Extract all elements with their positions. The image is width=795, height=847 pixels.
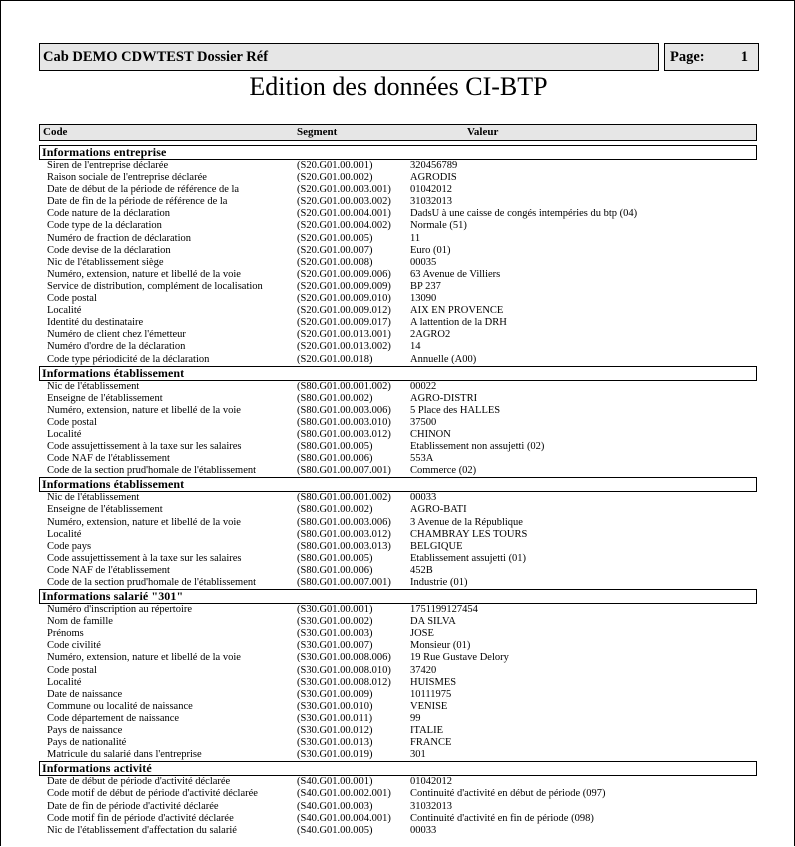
field-label: Numéro de client chez l'émetteur <box>47 329 186 341</box>
table-row <box>1 565 795 577</box>
field-label: Numéro, extension, nature et libellé de la voie <box>47 652 241 664</box>
field-value: 320456789 <box>410 160 458 171</box>
report-title: Edition des données CI-BTP <box>249 72 548 101</box>
segment-code: (S80.G01.00.003.012) <box>297 428 391 440</box>
table-row <box>1 713 795 725</box>
field-label: Code civilité <box>47 640 101 652</box>
field-label: Code postal <box>47 293 97 305</box>
segment-code: (S20.G01.00.018) <box>297 353 373 365</box>
table-row <box>1 577 795 589</box>
section-title: Informations salarié "301" <box>39 589 757 604</box>
segment-code: (S20.G01.00.007) <box>297 244 373 256</box>
field-value: AGRO-DISTRI <box>410 392 478 404</box>
field-value: CHAMBRAY LES TOURS <box>410 528 528 540</box>
field-label: Date de fin de période d'activité déclarée <box>47 800 219 812</box>
table-row <box>1 553 795 565</box>
table-row <box>1 160 795 172</box>
section-title: Informations entreprise <box>39 145 757 160</box>
table-row <box>1 677 795 689</box>
field-value: FRANCE <box>410 737 452 749</box>
field-value: DadsU à une caisse de congés intempéries du btp (04) <box>410 208 638 220</box>
field-value: 1751199127454 <box>410 604 478 616</box>
field-value: 19 Rue Gustave Delory <box>410 652 509 664</box>
table-row <box>1 293 795 305</box>
field-value: 00033 <box>410 492 437 504</box>
field-label: Nom de famille <box>47 616 113 628</box>
segment-code: (S20.G01.00.005) <box>297 232 373 244</box>
segment-code: (S80.G01.00.001.002) <box>297 380 391 392</box>
company-name: Cab DEMO CDWTEST Dossier Réf <box>43 49 269 65</box>
field-value: 301 <box>410 749 426 761</box>
field-value: 553A <box>410 453 434 465</box>
segment-code: (S40.G01.00.004.001) <box>297 812 391 824</box>
segment-code: (S80.G01.00.002) <box>297 392 373 404</box>
segment-code: (S80.G01.00.003.006) <box>297 516 391 528</box>
field-label: Nic de l'établissement siège <box>47 256 164 268</box>
field-label: Date de fin de la période de référence de la <box>47 196 228 208</box>
field-label: Matricule du salarié dans l'entreprise <box>47 749 202 761</box>
field-value: 11 <box>410 232 421 244</box>
field-label: Numéro d'ordre de la déclaration <box>47 341 186 353</box>
table-row <box>1 665 795 677</box>
field-value: DA SILVA <box>410 616 456 628</box>
page-label: Page: <box>670 49 705 65</box>
table-row <box>1 381 795 393</box>
field-value: 31032013 <box>410 196 452 208</box>
field-label: Nic de l'établissement <box>47 380 140 392</box>
field-label: Code NAF de l'établissement <box>47 453 170 465</box>
table-row <box>1 776 795 788</box>
field-label: Enseigne de l'établissement <box>47 392 163 404</box>
segment-code: (S80.G01.00.006) <box>297 564 373 576</box>
table-row <box>1 701 795 713</box>
field-label: Code motif fin de période d'activité déclarée <box>47 812 234 824</box>
field-value: 01042012 <box>410 776 452 788</box>
field-label: Code de la section prud'homale de l'établissement <box>47 577 257 588</box>
table-row <box>1 801 795 813</box>
report-sections <box>1 145 795 837</box>
field-label: Code motif de début de période d'activité déclarée <box>47 788 258 800</box>
table-row <box>1 281 795 293</box>
table-row <box>1 196 795 208</box>
segment-code: (S30.G01.00.001) <box>297 604 373 616</box>
table-row <box>1 616 795 628</box>
table-row <box>1 429 795 441</box>
field-value: A lattention de la DRH <box>410 317 507 329</box>
field-label: Identité du destinataire <box>47 317 144 329</box>
field-label: Numéro, extension, nature et libellé de la voie <box>47 404 241 416</box>
section-title: Informations activité <box>39 761 757 776</box>
segment-code: (S20.G01.00.003.001) <box>297 184 391 196</box>
field-value: Monsieur (01) <box>410 640 471 652</box>
segment-code: (S30.G01.00.008.010) <box>297 664 391 676</box>
segment-code: (S80.G01.00.006) <box>297 453 373 465</box>
table-row <box>1 517 795 529</box>
segment-code: (S20.G01.00.002) <box>297 172 373 184</box>
segment-code: (S30.G01.00.019) <box>297 749 373 761</box>
field-value: 37420 <box>410 664 437 676</box>
segment-code: (S30.G01.00.010) <box>297 700 373 712</box>
field-label: Localité <box>47 528 82 540</box>
table-row <box>1 689 795 701</box>
table-row <box>1 354 795 366</box>
segment-code: (S20.G01.00.003.002) <box>297 196 391 208</box>
table-row <box>1 541 795 553</box>
field-label: Code de la section prud'homale de l'établissement <box>47 465 257 477</box>
field-label: Code postal <box>47 664 97 676</box>
segment-code: (S20.G01.00.009.012) <box>297 305 391 317</box>
field-label: Prénoms <box>47 628 84 640</box>
table-row <box>1 341 795 353</box>
segment-code: (S30.G01.00.007) <box>297 640 373 652</box>
segment-code: (S40.G01.00.003) <box>297 800 373 812</box>
field-label: Numéro, extension, nature et libellé de la voie <box>47 268 241 280</box>
field-label: Pays de naissance <box>47 725 123 737</box>
segment-code: (S80.G01.00.003.013) <box>297 540 391 552</box>
table-row <box>1 269 795 281</box>
segment-code: (S30.G01.00.008.012) <box>297 676 391 688</box>
segment-code: (S30.G01.00.011) <box>297 712 373 724</box>
field-value: 452B <box>410 564 433 576</box>
field-value: AGRO-BATI <box>410 504 467 516</box>
table-row <box>1 788 795 800</box>
segment-code: (S30.G01.00.013) <box>297 737 373 749</box>
segment-code: (S30.G01.00.012) <box>297 725 373 737</box>
field-label: Code assujettissement à la taxe sur les salaires <box>47 552 242 564</box>
field-value: BELGIQUE <box>410 540 463 552</box>
segment-code: (S20.G01.00.009.017) <box>297 317 391 329</box>
segment-code: (S80.G01.00.003.006) <box>297 404 391 416</box>
table-row <box>1 825 795 837</box>
table-row <box>1 417 795 429</box>
table-row <box>1 317 795 329</box>
field-label: Code devise de la déclaration <box>47 244 171 256</box>
table-row <box>1 208 795 220</box>
field-value: AGRODIS <box>410 172 457 184</box>
section-title: Informations établissement <box>39 366 757 381</box>
field-value: JOSE <box>410 628 434 640</box>
segment-code: (S80.G01.00.002) <box>297 504 373 516</box>
table-row <box>1 393 795 405</box>
field-label: Code type de la déclaration <box>47 220 162 232</box>
field-value: Normale (51) <box>410 220 467 232</box>
table-row <box>1 737 795 749</box>
field-label: Service de distribution, complément de localisation <box>47 280 263 292</box>
field-label: Pays de nationalité <box>47 737 127 749</box>
segment-code: (S40.G01.00.002.001) <box>297 788 391 800</box>
field-value: 00033 <box>410 824 437 836</box>
field-value: 31032013 <box>410 800 452 812</box>
field-label: Enseigne de l'établissement <box>47 504 163 516</box>
field-value: VENISE <box>410 700 448 712</box>
table-row <box>1 257 795 269</box>
field-value: Industrie (01) <box>410 577 468 588</box>
company-header <box>39 43 659 71</box>
field-label: Code nature de la déclaration <box>47 208 171 220</box>
table-row <box>1 725 795 737</box>
field-label: Localité <box>47 305 82 317</box>
field-label: Raison sociale de l'entreprise déclarée <box>47 172 207 184</box>
table-row <box>1 329 795 341</box>
segment-code: (S20.G01.00.009.006) <box>297 268 391 280</box>
segment-code: (S20.G01.00.009.009) <box>297 280 391 292</box>
field-label: Numéro, extension, nature et libellé de la voie <box>47 516 241 528</box>
table-row <box>1 172 795 184</box>
field-value: Euro (01) <box>410 244 451 256</box>
field-value: 3 Avenue de la République <box>410 516 523 528</box>
field-value: Commerce (02) <box>410 465 477 477</box>
page-number-box <box>664 43 759 71</box>
field-value: BP 237 <box>410 280 441 292</box>
segment-code: (S40.G01.00.001) <box>297 776 373 788</box>
segment-code: (S20.G01.00.004.002) <box>297 220 391 232</box>
segment-code: (S20.G01.00.013.002) <box>297 341 391 353</box>
field-value: Continuité d'activité en début de période (097) <box>410 788 606 800</box>
field-label: Date de début de la période de référence de la <box>47 184 240 196</box>
segment-code: (S20.G01.00.008) <box>297 256 373 268</box>
section-title: Informations établissement <box>39 477 757 492</box>
field-value: 99 <box>410 712 421 724</box>
segment-code: (S40.G01.00.005) <box>297 824 373 836</box>
segment-code: (S80.G01.00.007.001) <box>297 577 391 588</box>
table-row <box>1 184 795 196</box>
field-value: 13090 <box>410 293 437 305</box>
segment-code: (S80.G01.00.005) <box>297 441 373 453</box>
field-label: Nic de l'établissement d'affectation du salarié <box>47 824 237 836</box>
field-value: 01042012 <box>410 184 452 196</box>
field-value: 2AGRO2 <box>410 329 451 341</box>
segment-code: (S20.G01.00.009.010) <box>297 293 391 305</box>
field-value: 14 <box>410 341 421 353</box>
segment-code: (S30.G01.00.002) <box>297 616 373 628</box>
field-label: Code postal <box>47 416 97 428</box>
table-row <box>1 405 795 417</box>
table-row <box>1 652 795 664</box>
column-valeur: Valeur <box>467 126 499 138</box>
field-value: 37500 <box>410 416 437 428</box>
field-label: Code type périodicité de la déclaration <box>47 353 210 365</box>
field-label: Localité <box>47 676 82 688</box>
field-value: 00022 <box>410 380 437 392</box>
field-label: Date de début de période d'activité déclarée <box>47 776 231 788</box>
segment-code: (S20.G01.00.001) <box>297 160 373 171</box>
table-row <box>1 233 795 245</box>
field-value: HUISMES <box>410 676 457 688</box>
field-value: 63 Avenue de Villiers <box>410 268 501 280</box>
field-label: Code pays <box>47 540 92 552</box>
field-label: Code NAF de l'établissement <box>47 564 170 576</box>
table-row <box>1 453 795 465</box>
column-header <box>39 124 757 141</box>
table-row <box>1 441 795 453</box>
field-value: ITALIE <box>410 725 443 737</box>
field-value: Annuelle (A00) <box>410 353 477 365</box>
field-value: 10111975 <box>410 688 452 700</box>
table-row <box>1 749 795 761</box>
field-value: Continuité d'activité en fin de période (098) <box>410 812 594 824</box>
field-label: Code département de naissance <box>47 712 180 724</box>
field-label: Code assujettissement à la taxe sur les salaires <box>47 441 242 453</box>
column-segment: Segment <box>297 126 338 138</box>
field-value: CHINON <box>410 428 451 440</box>
table-row <box>1 604 795 616</box>
segment-code: (S80.G01.00.007.001) <box>297 465 391 477</box>
segment-code: (S30.G01.00.003) <box>297 628 373 640</box>
field-label: Date de naissance <box>47 688 123 700</box>
column-code: Code <box>43 126 68 138</box>
field-value: 00035 <box>410 256 437 268</box>
field-value: Etablissement assujetti (01) <box>410 552 527 564</box>
segment-code: (S80.G01.00.005) <box>297 552 373 564</box>
field-label: Nic de l'établissement <box>47 492 140 504</box>
table-row <box>1 245 795 257</box>
segment-code: (S30.G01.00.008.006) <box>297 652 391 664</box>
field-label: Numéro de fraction de déclaration <box>47 232 192 244</box>
segment-code: (S20.G01.00.013.001) <box>297 329 391 341</box>
page-number: 1 <box>740 49 748 65</box>
segment-code: (S80.G01.00.003.010) <box>297 416 391 428</box>
segment-code: (S80.G01.00.003.012) <box>297 528 391 540</box>
segment-code: (S30.G01.00.009) <box>297 688 373 700</box>
field-value: AIX EN PROVENCE <box>410 305 504 317</box>
field-label: Numéro d'inscription au répertoire <box>47 604 193 616</box>
field-label: Commune ou localité de naissance <box>47 700 193 712</box>
table-row <box>1 504 795 516</box>
table-row <box>1 813 795 825</box>
table-row <box>1 529 795 541</box>
field-label: Localité <box>47 428 82 440</box>
table-row <box>1 465 795 477</box>
segment-code: (S80.G01.00.001.002) <box>297 492 391 504</box>
segment-code: (S20.G01.00.004.001) <box>297 208 391 220</box>
field-label: Siren de l'entreprise déclarée <box>47 160 169 171</box>
field-value: 5 Place des HALLES <box>410 404 501 416</box>
table-row <box>1 492 795 504</box>
table-row <box>1 305 795 317</box>
table-row <box>1 220 795 232</box>
table-row <box>1 628 795 640</box>
field-value: Etablissement non assujetti (02) <box>410 441 545 453</box>
table-row <box>1 640 795 652</box>
